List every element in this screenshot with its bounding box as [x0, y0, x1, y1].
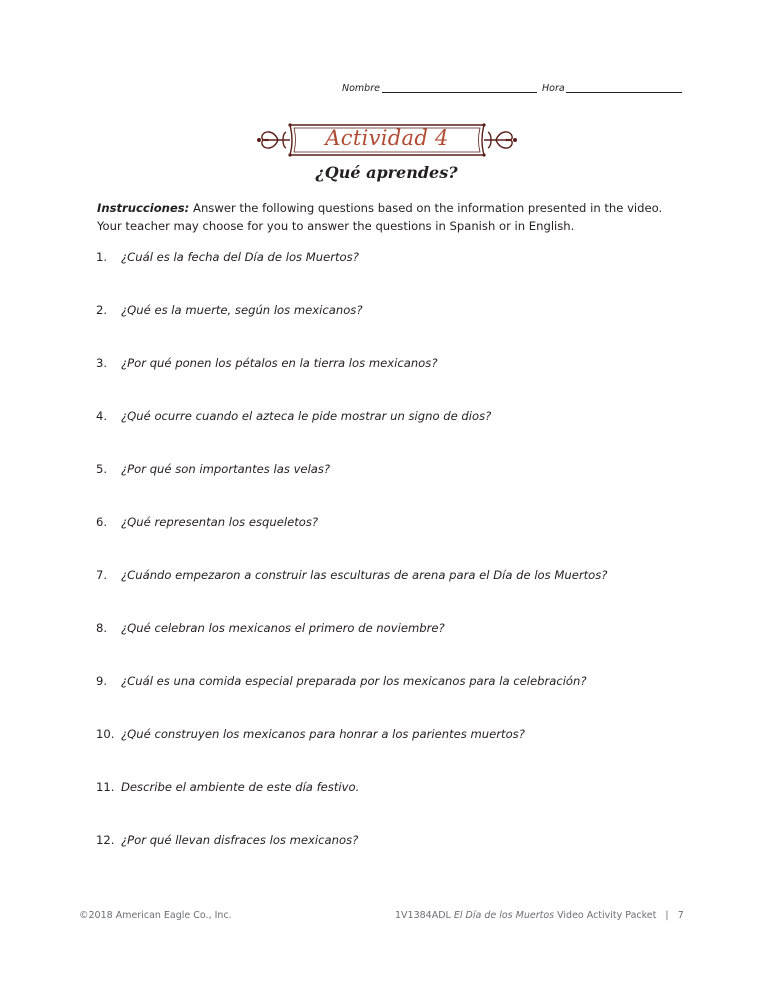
question-text: ¿Qué celebran los mexicanos el primero de noviembre? [121, 621, 445, 635]
question-text: Describe el ambiente de este día festivo. [121, 780, 360, 794]
question-text: ¿Cuándo empezaron a construir las esculturas de arena para el Día de los Muertos? [121, 568, 608, 582]
footer-title: El Día de los Muertos [453, 910, 555, 921]
activity-banner [256, 122, 518, 158]
nombre-label: Nombre [342, 83, 380, 94]
footer-page-info [395, 910, 684, 921]
instructions-label: Instrucciones: [97, 201, 190, 215]
list-item: 5. ¿Por qué son importantes las velas? [96, 462, 331, 476]
list-item: 12. ¿Por qué llevan disfraces los mexicanos? [96, 833, 359, 847]
footer-page-number: Video Activity Packet | 7 [554, 910, 684, 921]
list-item: 11. Describe el ambiente de este día festivo. [96, 780, 360, 794]
list-item: 10. ¿Qué construyen los mexicanos para honrar a los parientes muertos? [96, 727, 525, 741]
question-text: ¿Por qué son importantes las velas? [121, 462, 331, 476]
list-item: 9. ¿Cuál es una comida especial preparada por los mexicanos para la celebración? [96, 674, 587, 688]
question-text: ¿Qué representan los esqueletos? [121, 515, 319, 529]
nombre-line[interactable] [382, 92, 537, 93]
instructions-text: Answer the following questions based on the information presented in the video. Your teacher may choose for you to answer the questions in Spanish or in English. [97, 201, 663, 233]
page-subtitle: ¿Qué aprendes? [315, 163, 458, 182]
activity-title: Actividad 4 [325, 126, 449, 150]
question-text: ¿Qué ocurre cuando el azteca le pide mostrar un signo de dios? [121, 409, 492, 423]
hora-label: Hora [542, 83, 565, 94]
list-item: 3. ¿Por qué ponen los pétalos en la tierra los mexicanos? [96, 356, 438, 370]
hora-line[interactable] [566, 92, 682, 93]
instructions [97, 199, 687, 235]
list-item: 7. ¿Cuándo empezaron a construir las esculturas de arena para el Día de los Muertos? [96, 568, 608, 582]
list-item: 6. ¿Qué representan los esqueletos? [96, 515, 319, 529]
question-text: ¿Qué construyen los mexicanos para honrar a los parientes muertos? [121, 727, 525, 741]
footer-copyright: ©2018 American Eagle Co., Inc. [79, 910, 232, 921]
list-item: 1. ¿Cuál es la fecha del Día de los Muertos? [96, 250, 359, 264]
name-period-fields [342, 83, 682, 97]
list-item: 4. ¿Qué ocurre cuando el azteca le pide mostrar un signo de dios? [96, 409, 492, 423]
question-text: ¿Cuál es la fecha del Día de los Muertos? [121, 250, 359, 264]
question-text: ¿Por qué ponen los pétalos en la tierra los mexicanos? [121, 356, 438, 370]
question-text: ¿Por qué llevan disfraces los mexicanos? [121, 833, 359, 847]
list-item: 2. ¿Qué es la muerte, según los mexicanos? [96, 303, 363, 317]
question-text: ¿Cuál es una comida especial preparada por los mexicanos para la celebración? [121, 674, 587, 688]
list-item: 8. ¿Qué celebran los mexicanos el primero de noviembre? [96, 621, 445, 635]
question-text: ¿Qué es la muerte, según los mexicanos? [121, 303, 363, 317]
footer-code: 1V1384ADL [395, 910, 454, 921]
